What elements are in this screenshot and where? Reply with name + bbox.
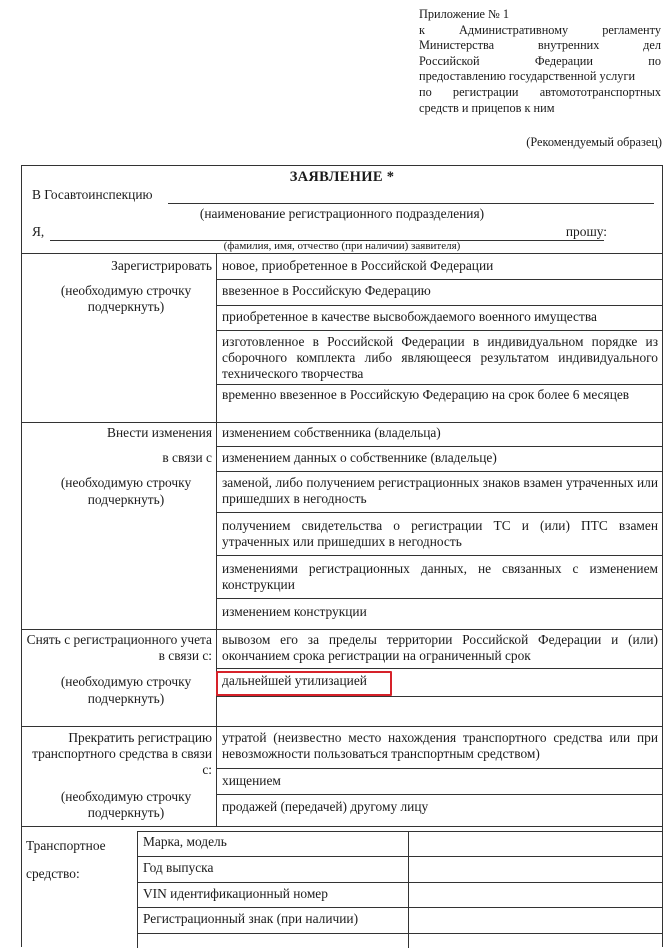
vehicle-field-year: Год выпуска bbox=[143, 860, 214, 875]
highlight-frame bbox=[216, 671, 392, 696]
column-divider bbox=[137, 831, 138, 948]
divider bbox=[216, 794, 662, 795]
changes-hint: (необходимую строчку подчеркнуть) bbox=[60, 475, 192, 507]
divider bbox=[216, 279, 662, 280]
divider bbox=[137, 933, 662, 934]
form-title: ЗАЯВЛЕНИЕ * bbox=[289, 169, 395, 185]
recipient-hint: (наименование регистрационного подразделения) bbox=[199, 206, 485, 221]
appendix-line: средств и прицепов к ним bbox=[419, 100, 555, 115]
divider bbox=[216, 555, 662, 556]
recipient-line bbox=[168, 203, 654, 204]
sample-label: (Рекомендуемый образец) bbox=[526, 135, 662, 149]
column-divider bbox=[216, 253, 217, 826]
register-option[interactable]: новое, приобретенное в Российской Федерации bbox=[222, 258, 494, 273]
divider bbox=[22, 253, 662, 254]
deregister-section-label bbox=[26, 632, 212, 707]
terminate-hint: (необходимую строчку подчеркнуть) bbox=[60, 788, 192, 820]
changes-option[interactable]: получением свидетельства о регистрации ТС и (или) ПТС взамен утраченных или пришедших в негодность bbox=[222, 518, 658, 550]
register-option[interactable]: временно ввезенное в Российскую Федерацию на срок более 6 месяцев bbox=[222, 387, 630, 402]
terminate-option[interactable]: утратой (неизвестно место нахождения транспортного средства или при невозможности пользоваться транспортным средством) bbox=[222, 730, 658, 762]
terminate-title: Прекратить регистрацию транспортного средства в связи с: bbox=[32, 730, 212, 778]
terminate-option[interactable]: хищением bbox=[222, 773, 281, 788]
divider bbox=[216, 668, 662, 669]
register-option[interactable]: изготовленное в Российской Федерации в индивидуальном порядке из сборочного комплекта либо являющееся результатом индивидуального технического творчества bbox=[222, 334, 658, 382]
divider bbox=[216, 471, 662, 472]
appendix-line: по регистрации автомототранспортных bbox=[419, 84, 661, 99]
changes-section-label bbox=[26, 425, 212, 508]
changes-title: Внести изменения bbox=[107, 425, 212, 440]
vehicle-year-value[interactable] bbox=[409, 857, 662, 882]
register-option[interactable]: приобретенное в качестве высвобождаемого военного имущества bbox=[222, 309, 597, 324]
register-hint: (необходимую строчку подчеркнуть) bbox=[60, 283, 192, 315]
application-form bbox=[21, 165, 663, 947]
vehicle-vin-value[interactable] bbox=[409, 883, 662, 907]
terminate-section-label bbox=[26, 730, 212, 821]
vehicle-field-brand: Марка, модель bbox=[143, 834, 227, 849]
divider bbox=[22, 726, 662, 727]
applicant-label: Я, bbox=[32, 224, 45, 239]
appendix-line: Министерства внутренних дел bbox=[419, 38, 661, 53]
divider bbox=[22, 826, 662, 827]
deregister-option-utilization[interactable]: дальнейшей утилизацией bbox=[222, 673, 367, 688]
divider bbox=[216, 305, 662, 306]
divider bbox=[216, 768, 662, 769]
vehicle-field-vin: VIN идентификационный номер bbox=[143, 886, 328, 901]
changes-option[interactable]: изменением данных о собственнике (владельце) bbox=[222, 450, 497, 465]
vehicle-section-label: Транспортное средство: bbox=[26, 838, 106, 881]
divider bbox=[22, 629, 662, 630]
divider bbox=[216, 696, 662, 697]
applicant-hint: (фамилия, имя, отчество (при наличии) заявителя) bbox=[223, 240, 461, 252]
vehicle-brand-value[interactable] bbox=[409, 832, 662, 856]
divider bbox=[216, 512, 662, 513]
deregister-title: Снять с регистрационного учета в связи с: bbox=[26, 632, 212, 664]
appendix-header bbox=[419, 7, 661, 116]
vehicle-field-plate: Регистрационный знак (при наличии) bbox=[143, 911, 359, 926]
changes-title-cont: в связи с bbox=[162, 450, 212, 466]
divider bbox=[216, 598, 662, 599]
appendix-line: к Административному регламенту bbox=[419, 22, 661, 37]
changes-option[interactable]: заменой, либо получением регистрационных знаков взамен утраченных или пришедших в негодность bbox=[222, 475, 658, 507]
register-option[interactable]: ввезенное в Российскую Федерацию bbox=[222, 283, 431, 298]
appendix-line: Приложение № 1 bbox=[419, 7, 510, 21]
changes-option[interactable]: изменениями регистрационных данных, не связанных с изменением конструкции bbox=[222, 561, 658, 593]
divider bbox=[216, 330, 662, 331]
terminate-option[interactable]: продажей (передачей) другому лицу bbox=[222, 799, 429, 814]
divider bbox=[216, 446, 662, 447]
deregister-hint: (необходимую строчку подчеркнуть) bbox=[60, 674, 192, 706]
ask-label: прошу: bbox=[565, 224, 607, 239]
divider bbox=[216, 384, 662, 385]
appendix-line: Российской Федерации по bbox=[419, 53, 661, 68]
deregister-option[interactable]: вывозом его за пределы территории Российской Федерации и (или) окончанием срока регистрации на ограниченный срок bbox=[222, 632, 658, 664]
vehicle-plate-value[interactable] bbox=[409, 908, 662, 933]
changes-option[interactable]: изменением собственника (владельца) bbox=[222, 425, 441, 440]
divider bbox=[22, 422, 662, 423]
recipient-label: В Госавтоинспекцию bbox=[32, 187, 153, 202]
register-title: Зарегистрировать bbox=[111, 258, 212, 273]
changes-option[interactable]: изменением конструкции bbox=[222, 604, 367, 619]
register-section-label bbox=[26, 258, 212, 316]
appendix-line: предоставлению государственной услуги bbox=[419, 69, 636, 84]
